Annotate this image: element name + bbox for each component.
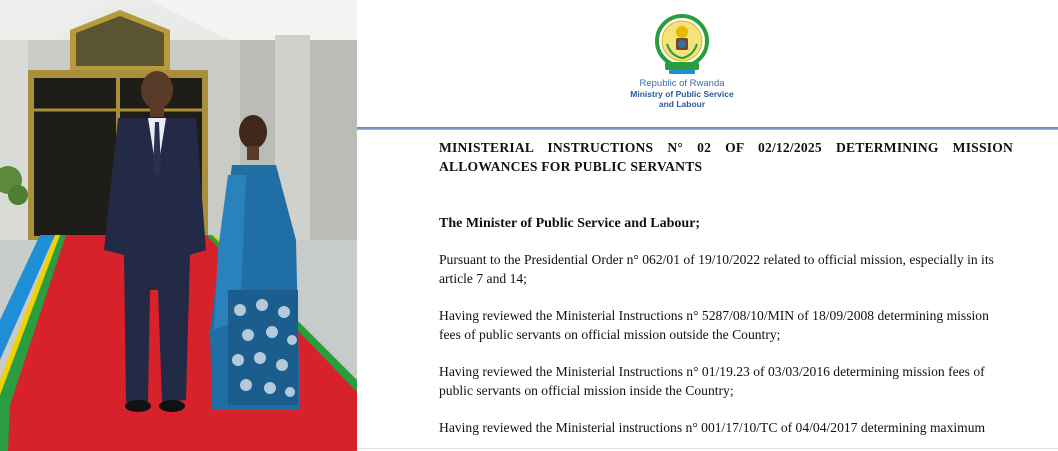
paragraph-2: Having reviewed the Ministerial Instructions n° 5287/08/10/MIN of 18/09/2008 determining mission fees of public servants on official mission outside the Country; <box>439 308 989 342</box>
letterhead-country: Republic of Rwanda <box>639 78 725 89</box>
photo-illustration <box>0 0 357 451</box>
document-body <box>439 138 1013 437</box>
document-title-line1: MINISTERIAL INSTRUCTIONS N° 02 OF 02/12/2025 DETERMINING MISSION <box>439 140 1013 155</box>
paragraph-3: Having reviewed the Ministerial Instructions n° 01/19.23 of 03/03/2016 determining mission fees of public servants on official mission inside the Country; <box>439 364 985 398</box>
document-title-line2: ALLOWANCES FOR PUBLIC SERVANTS <box>439 159 703 174</box>
paragraph-1: Pursuant to the Presidential Order n° 062/01 of 19/10/2022 related to official mission, especially in its article 7 and 14; <box>439 252 994 286</box>
document-heading: The Minister of Public Service and Labour; <box>439 216 701 231</box>
letterhead-ministry-line1: Ministry of Public Service <box>630 89 734 99</box>
document-title <box>439 138 1013 176</box>
paragraph-4: Having reviewed the Ministerial instructions n° 001/17/10/TC of 04/04/2017 determining maximum <box>439 420 986 435</box>
letterhead <box>627 14 737 109</box>
header-divider <box>357 127 1058 130</box>
letterhead-ministry-line2: and Labour <box>658 99 706 109</box>
page-bottom-edge <box>357 448 1058 449</box>
document-page <box>357 0 1058 451</box>
rwanda-seal-icon <box>655 14 709 76</box>
event-photo <box>0 0 357 451</box>
